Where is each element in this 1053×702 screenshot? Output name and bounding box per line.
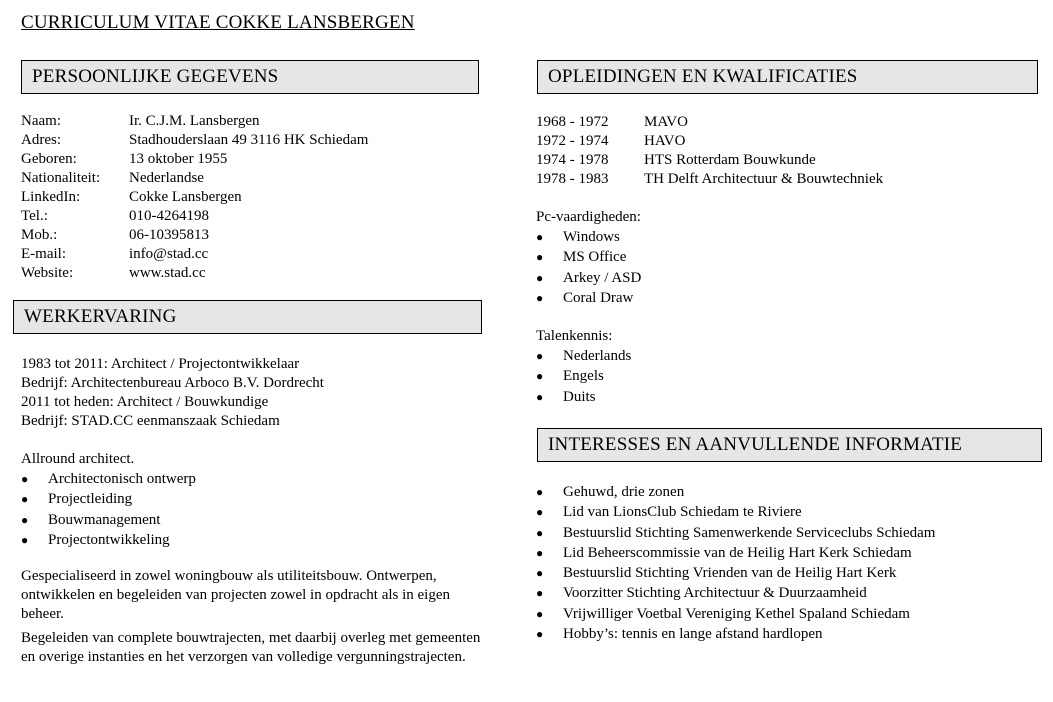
work-line: Bedrijf: Architectenbureau Arboco B.V. Dordrecht <box>21 375 324 391</box>
personal-row <box>21 112 368 131</box>
list-item <box>536 583 935 603</box>
section-header-education: OPLEIDINGEN EN KWALIFICATIES <box>537 60 1038 94</box>
work-bullet-list <box>21 469 491 550</box>
list-item <box>536 288 883 308</box>
bullet-icon: ● <box>21 512 29 527</box>
list-item-text: Architectonisch ontwerp <box>48 471 196 487</box>
list-item <box>536 482 935 502</box>
education-name: TH Delft Architectuur & Bouwtechniek <box>644 171 884 187</box>
languages-list <box>536 346 883 407</box>
interests-list <box>536 482 935 644</box>
bullet-icon: ● <box>536 566 544 581</box>
list-item-text: Bestuurslid Stichting Samenwerkende Serviceclubs Schiedam <box>563 524 936 541</box>
list-item-text: Coral Draw <box>563 289 634 306</box>
list-item <box>536 604 935 624</box>
personal-value: Ir. C.J.M. Lansbergen <box>129 113 260 129</box>
bullet-icon: ● <box>536 230 544 244</box>
list-item-text: Arkey / ASD <box>563 269 642 286</box>
personal-row <box>21 150 368 169</box>
list-item-text: Bouwmanagement <box>48 511 161 528</box>
section-header-personal: PERSOONLIJKE GEGEVENS <box>21 60 479 94</box>
bullet-icon: ● <box>536 389 544 404</box>
list-item <box>536 366 883 386</box>
document-title: CURRICULUM VITAE COKKE LANSBERGEN <box>21 12 415 33</box>
list-item-text: Hobby’s: tennis en lange afstand hardlopen <box>563 626 823 643</box>
list-item-text: Windows <box>563 229 620 245</box>
list-item-text: Duits <box>563 388 596 405</box>
bullet-icon: ● <box>536 369 544 384</box>
personal-row <box>21 188 368 207</box>
list-item <box>536 268 883 288</box>
work-section <box>21 355 491 667</box>
education-years: 1974 - 1978 <box>536 152 609 168</box>
list-item-text: Projectontwikkeling <box>48 531 170 548</box>
education-section <box>536 113 883 407</box>
personal-key: Naam: <box>21 113 61 129</box>
personal-value: 06-10395813 <box>129 227 209 243</box>
list-item <box>536 523 935 543</box>
personal-row <box>21 131 368 150</box>
personal-value: www.stad.cc <box>129 265 206 281</box>
work-line: 2011 tot heden: Architect / Bouwkundige <box>21 394 269 410</box>
education-name: MAVO <box>644 114 688 130</box>
personal-key: Tel.: <box>21 208 48 224</box>
list-item <box>21 510 491 530</box>
list-item <box>536 502 935 522</box>
bullet-icon: ● <box>21 492 29 507</box>
list-item-text: Lid van LionsClub Schiedam te Riviere <box>563 504 802 521</box>
work-line: Bedrijf: STAD.CC eenmanszaak Schiedam <box>21 413 280 429</box>
personal-value: info@stad.cc <box>129 246 209 262</box>
bullet-icon: ● <box>21 532 29 547</box>
personal-value: Stadhouderslaan 49 3116 HK Schiedam <box>129 132 369 148</box>
list-item <box>21 489 491 509</box>
bullet-icon: ● <box>536 525 544 540</box>
personal-key: LinkedIn: <box>21 189 81 205</box>
personal-value: Nederlandse <box>129 170 204 186</box>
list-item-text: Gehuwd, drie zonen <box>563 484 685 500</box>
personal-row <box>21 226 368 245</box>
bullet-icon: ● <box>536 290 544 305</box>
interests-section <box>536 482 935 644</box>
allround-label: Allround architect. <box>21 451 135 467</box>
personal-key: Mob.: <box>21 227 58 243</box>
list-item-text: MS Office <box>563 249 627 266</box>
bullet-icon: ● <box>536 505 544 520</box>
work-paragraph: Gespecialiseerd in zowel woningbouw als utiliteitsbouw. Ontwerpen, ontwikkelen en begeleiden van projecten zowel in opdracht als in eigen beheer. <box>21 568 451 623</box>
pc-skills-label: Pc-vaardigheden: <box>536 209 641 225</box>
list-item <box>21 469 491 489</box>
list-item-text: Voorzitter Stichting Architectuur & Duurzaamheid <box>563 585 867 602</box>
personal-row <box>21 169 368 188</box>
bullet-icon: ● <box>536 545 544 560</box>
education-row <box>536 113 883 132</box>
work-paragraph: Begeleiden van complete bouwtrajecten, met daarbij overleg met gemeenten en overige instanties en het verzorgen van volledige vergunningstrajecten. <box>21 630 481 666</box>
list-item <box>536 247 883 267</box>
list-item-text: Projectleiding <box>48 491 133 508</box>
list-item <box>536 227 883 247</box>
bullet-icon: ● <box>536 627 544 642</box>
education-years: 1968 - 1972 <box>536 114 609 130</box>
languages-label: Talenkennis: <box>536 328 613 345</box>
personal-key: E-mail: <box>21 246 66 262</box>
education-years: 1978 - 1983 <box>536 171 609 187</box>
personal-key: Adres: <box>21 132 61 148</box>
personal-key: Geboren: <box>21 151 77 167</box>
list-item <box>536 346 883 366</box>
bullet-icon: ● <box>21 472 29 486</box>
education-row <box>536 132 883 151</box>
education-name: HTS Rotterdam Bouwkunde <box>644 152 816 168</box>
personal-value: 010-4264198 <box>129 208 209 224</box>
personal-row <box>21 207 368 226</box>
education-row <box>536 170 883 189</box>
personal-key: Website: <box>21 265 74 281</box>
education-row <box>536 151 883 170</box>
list-item-text: Nederlands <box>563 348 632 365</box>
bullet-icon: ● <box>536 250 544 265</box>
list-item <box>21 530 491 550</box>
education-years: 1972 - 1974 <box>536 133 609 149</box>
education-name: HAVO <box>644 133 686 149</box>
bullet-icon: ● <box>536 586 544 601</box>
bullet-icon: ● <box>536 606 544 621</box>
list-item <box>536 387 883 407</box>
list-item <box>536 543 935 563</box>
section-header-work: WERKERVARING <box>13 300 482 334</box>
personal-value: Cokke Lansbergen <box>129 189 242 205</box>
bullet-icon: ● <box>536 349 544 364</box>
personal-value: 13 oktober 1955 <box>129 151 228 167</box>
list-item-text: Engels <box>563 368 604 385</box>
pc-skills-list <box>536 227 883 308</box>
bullet-icon: ● <box>536 270 544 285</box>
personal-row <box>21 264 368 283</box>
section-header-interests: INTERESSES EN AANVULLENDE INFORMATIE <box>537 428 1042 462</box>
personal-key: Nationaliteit: <box>21 170 101 186</box>
list-item-text: Bestuurslid Stichting Vrienden van de Heilig Hart Kerk <box>563 565 897 582</box>
list-item-text: Lid Beheerscommissie van de Heilig Hart Kerk Schiedam <box>563 544 912 561</box>
work-line: 1983 tot 2011: Architect / Projectontwikkelaar <box>21 356 300 372</box>
list-item <box>536 624 935 644</box>
bullet-icon: ● <box>536 485 544 499</box>
list-item-text: Vrijwilliger Voetbal Vereniging Kethel Spaland Schiedam <box>563 605 910 622</box>
personal-details <box>21 112 368 283</box>
list-item <box>536 563 935 583</box>
personal-row <box>21 245 368 264</box>
